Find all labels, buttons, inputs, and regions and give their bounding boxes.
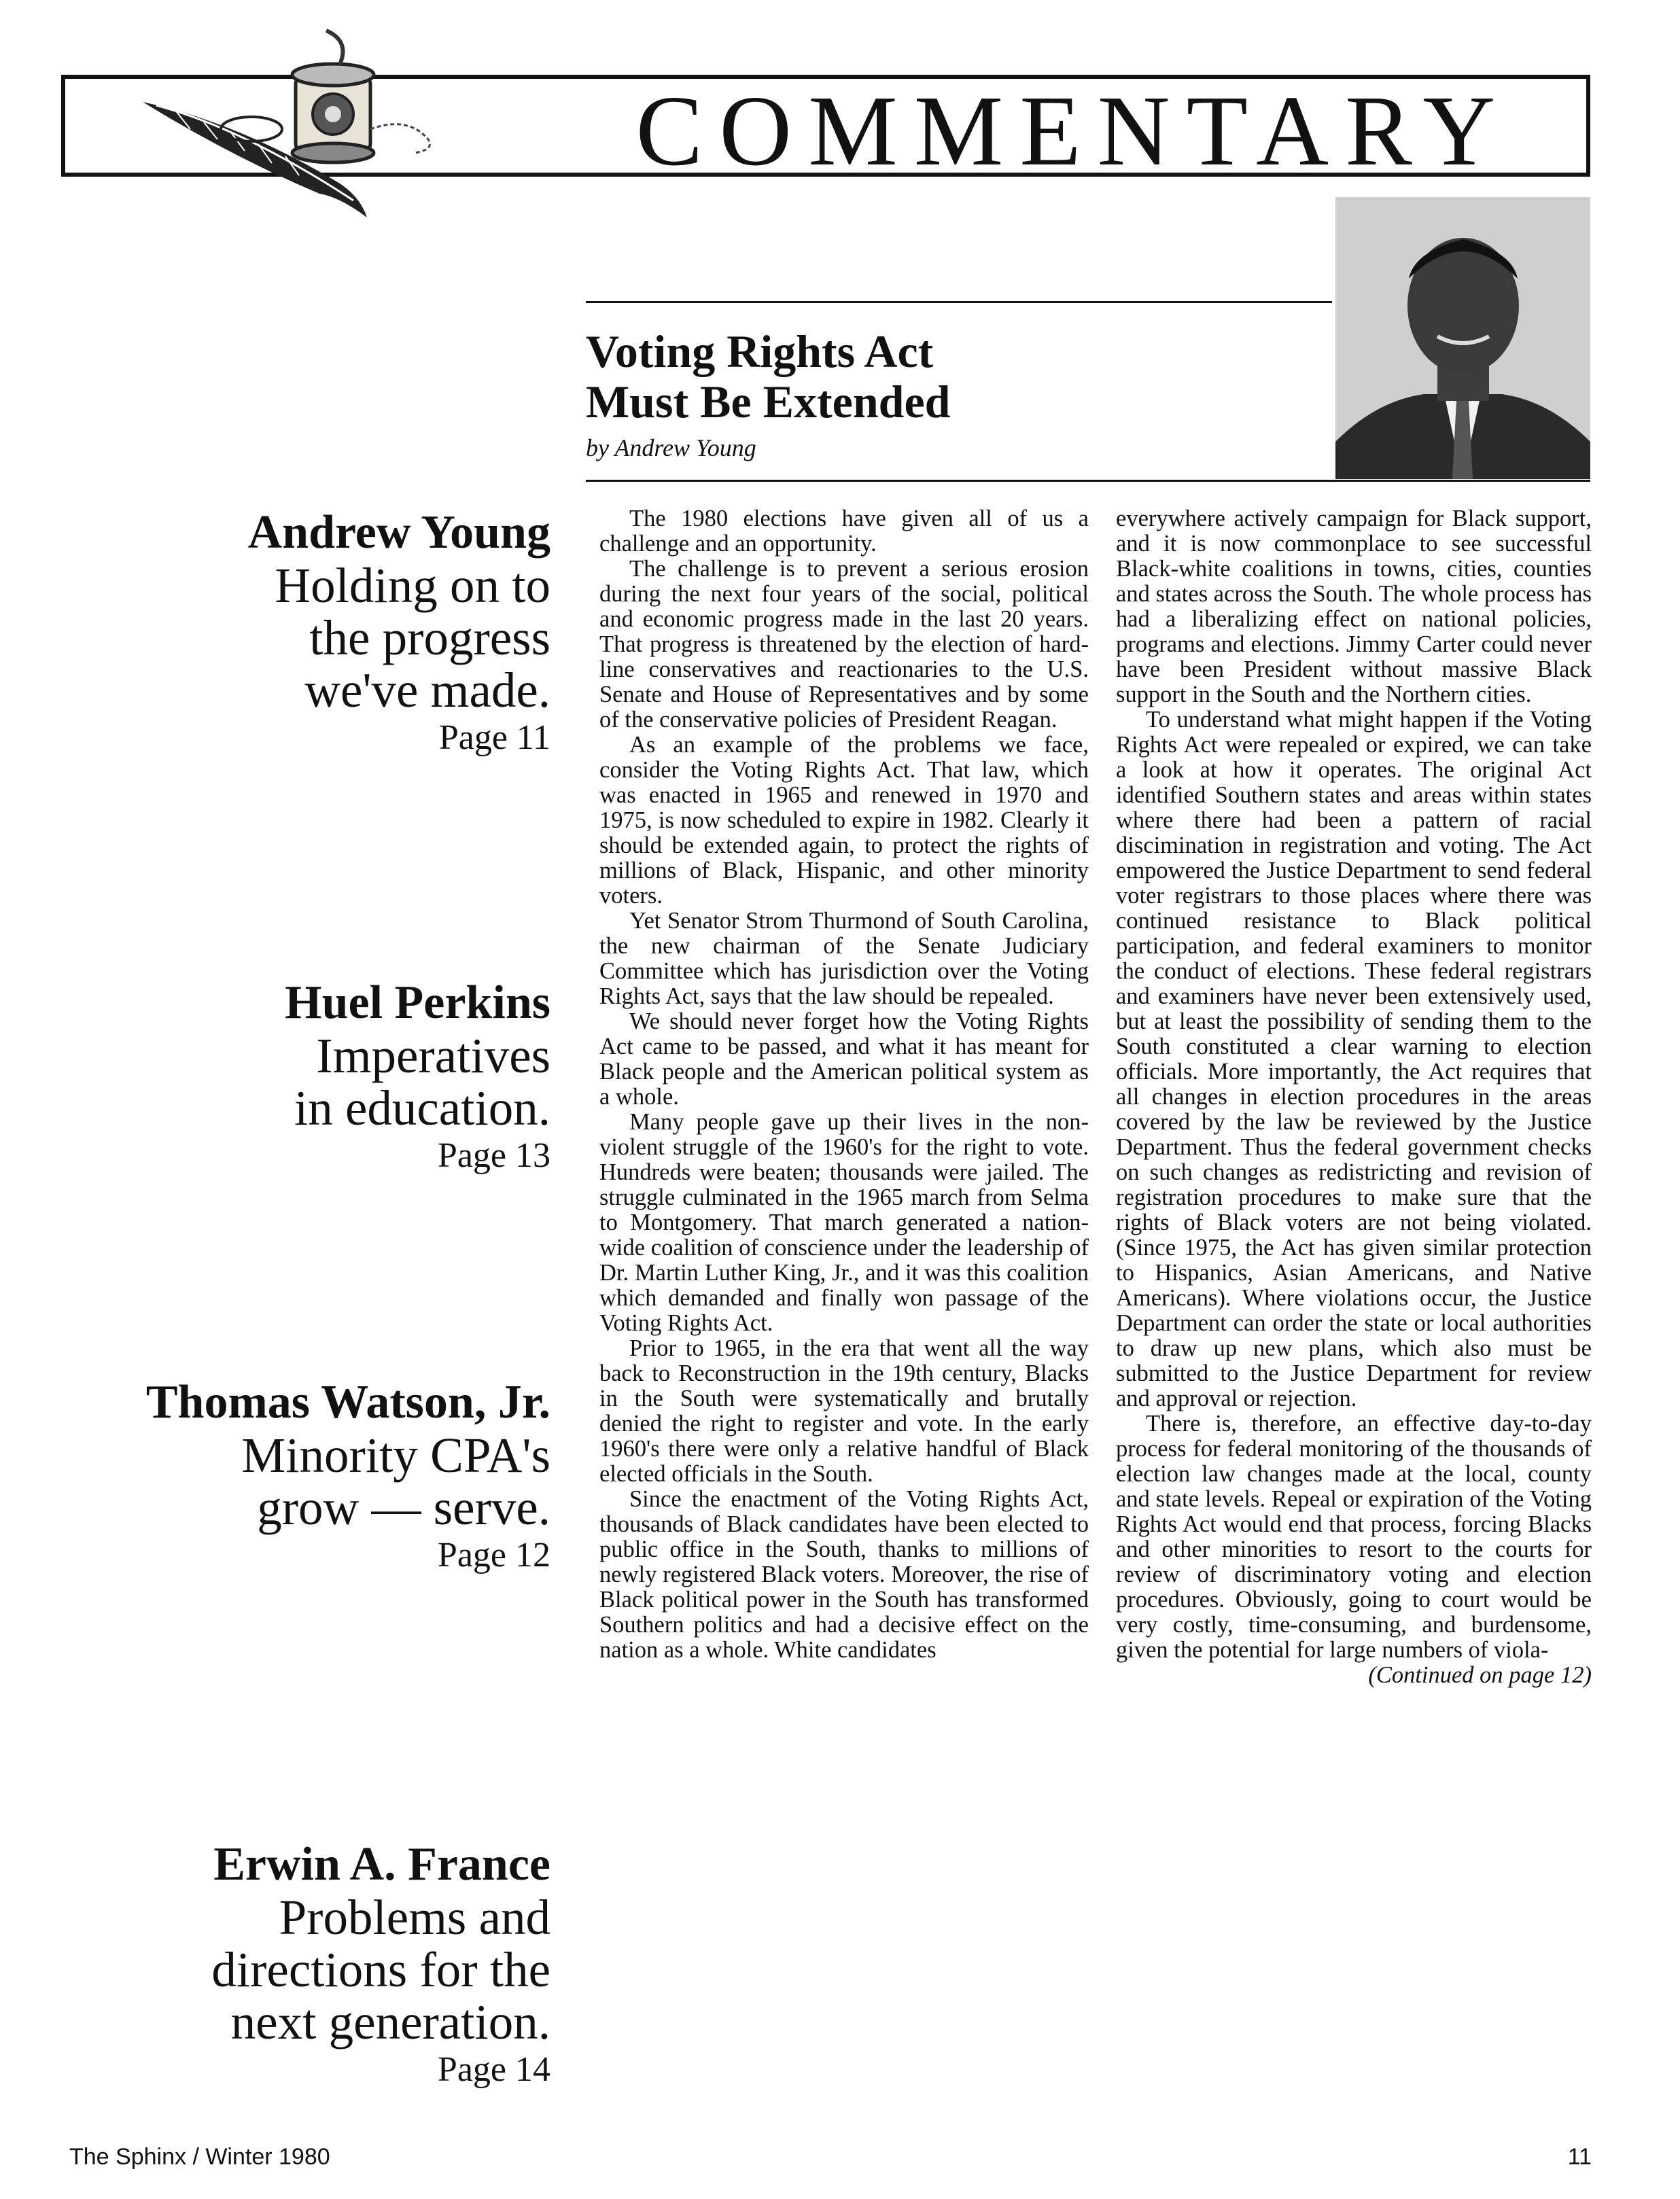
quill-and-inkwell-icon bbox=[116, 27, 469, 231]
sidebar-desc-line: Minority CPA's bbox=[241, 1428, 550, 1483]
sidebar-desc-line: next generation. bbox=[230, 1994, 550, 2050]
section-title: COMMENTARY bbox=[635, 75, 1512, 187]
sidebar-desc-line: in education. bbox=[294, 1080, 550, 1136]
paragraph: Prior to 1965, in the era that went all the way back to Reconstruction in the 19th century, Blacks in the South were systematically and brutally denied the right to register and vote. In the early 1960's there were only a relative handful of Black elected officials in the South. bbox=[599, 1335, 1089, 1487]
paragraph: As an example of the problems we face, consider the Voting Rights Act. That law, which was enacted in 1965 and renewed in 1970 and 1975, is now scheduled to expire in 1982. Clearly it should be extended again, to protect the rights of millions of Black, Hispanic, and other minority voters. bbox=[599, 732, 1089, 909]
sidebar-desc-line: Holding on to bbox=[275, 558, 550, 613]
headline-line: Voting Rights Act bbox=[586, 326, 934, 377]
sidebar-entry bbox=[41, 506, 550, 760]
paragraph: There is, therefore, an effective day-to-day process for federal monitoring of the thousands of election law changes made at the local, county and state levels. Repeal or expiration of the Voting Rights Act would end that process, forcing Blacks and other minorities to resort to the courts for review of discriminatory voting and election procedures. Obviously, going to court would be very costly, time-consuming, and burdensome, given the potential for large numbers of viola- bbox=[1116, 1411, 1592, 1663]
sidebar-entry bbox=[41, 977, 550, 1178]
article-headline bbox=[586, 326, 1320, 427]
article-column-1 bbox=[599, 506, 1089, 1663]
byline: by Andrew Young bbox=[586, 434, 756, 461]
sidebar-author: Huel Perkins bbox=[285, 977, 550, 1029]
paragraph: Since the enactment of the Voting Rights Act, thousands of Black candidates have been elected to public office in the South, thanks to millions of newly registered Black voters. Moreover, the rise of Black political power in the South has transformed Southern politics and had a decisive effect on the nation as a whole. White candidates bbox=[599, 1486, 1089, 1663]
headline-top-rule bbox=[586, 301, 1332, 303]
headline-line: Must Be Extended bbox=[586, 376, 951, 427]
sidebar-desc-line: grow — serve. bbox=[257, 1480, 550, 1535]
paragraph: Many people gave up their lives in the non-violent struggle of the 1960's for the right to vote. Hundreds were beaten; thousands were jailed. The struggle culminated in the 1965 march from Selma to Montgomery. That march generated a nation-wide coalition of conscience under the leadership of Dr. Martin Luther King, Jr., and it was this coalition which demanded and finally won passage of the Voting Rights Act. bbox=[599, 1109, 1089, 1336]
sidebar-author: Thomas Watson, Jr. bbox=[145, 1376, 550, 1428]
paragraph: everywhere actively campaign for Black support, and it is now commonplace to see successful Black-white coalitions in towns, cities, counties and states across the South. The whole process has had a liberalizing effect on national policies, programs and elections. Jimmy Carter could never have been President without massive Black support in the South and the Northern cities. bbox=[1116, 506, 1592, 707]
article-column-2 bbox=[1116, 506, 1592, 1688]
sidebar-author: Erwin A. France bbox=[213, 1838, 550, 1890]
sidebar-desc-line: Imperatives bbox=[316, 1028, 550, 1083]
paragraph: We should never forget how the Voting Rights Act came to be passed, and what it has meant for Black people and the American political system as a whole. bbox=[599, 1008, 1089, 1110]
sidebar-author: Andrew Young bbox=[247, 506, 550, 559]
sidebar-desc-line: we've made. bbox=[304, 663, 550, 718]
sidebar-page: Page 12 bbox=[437, 1536, 550, 1575]
sidebar-page: Page 14 bbox=[437, 2050, 550, 2089]
headline-bottom-rule bbox=[586, 480, 1590, 482]
sidebar-desc-line: directions for the bbox=[211, 1942, 550, 1997]
sidebar-page: Page 13 bbox=[437, 1136, 550, 1175]
paragraph: The 1980 elections have given all of us a challenge and an opportunity. bbox=[599, 506, 1089, 557]
sidebar-page: Page 11 bbox=[438, 718, 550, 757]
paragraph: The challenge is to prevent a serious erosion during the next four years of the social, political and economic progress made in the last 20 years. That progress is threatened by the election of hard-line conservatives and reactionaries to the U.S. Senate and House of Representatives and by some of the conservative policies of President Reagan. bbox=[599, 556, 1089, 733]
sidebar-entry bbox=[41, 1838, 550, 2092]
sidebar-desc-line: Problems and bbox=[279, 1890, 550, 1945]
continued-note: (Continued on page 12) bbox=[1368, 1662, 1592, 1688]
publication-footer: The Sphinx / Winter 1980 bbox=[69, 2144, 330, 2170]
sidebar-entry bbox=[41, 1376, 550, 1577]
paragraph: To understand what might happen if the Voting Rights Act were repealed or expired, we can take a look at how it operates. The original Act identified Southern states and areas within states where there had been a pattern of racial discimination in registration and voting. The Act empowered the Justice Department to send federal voter registrars to those places where there was continued resistance to Black political participation, and federal examiners to monitor the conduct of elections. These federal registrars and examiners have never been extensively used, but at least the possibility of sending them to the South constituted a clear warning to election officials. More importantly, the Act requires that all changes in election procedures in the areas covered by the law be reviewed by the Justice Department. Thus the federal government checks on such changes as redistricting and revision of registration procedures to make sure that the rights of Black voters are not being violated. (Since 1975, the Act has given similar protection to Hispanics, Asian Americans, and Native Americans). Where violations occur, the Justice Department can order the state or local authorities to draw up new plans, which also must be submitted to the Justice Department for review and approval or rejection. bbox=[1116, 707, 1592, 1411]
paragraph: Yet Senator Strom Thurmond of South Carolina, the new chairman of the Senate Judiciary Committee which has jurisdiction over the Voting Rights Act, says that the law should be repealed. bbox=[599, 908, 1089, 1009]
page-number: 11 bbox=[1567, 2144, 1592, 2170]
author-photo bbox=[1335, 197, 1590, 479]
sidebar-desc-line: the progress bbox=[309, 610, 550, 665]
